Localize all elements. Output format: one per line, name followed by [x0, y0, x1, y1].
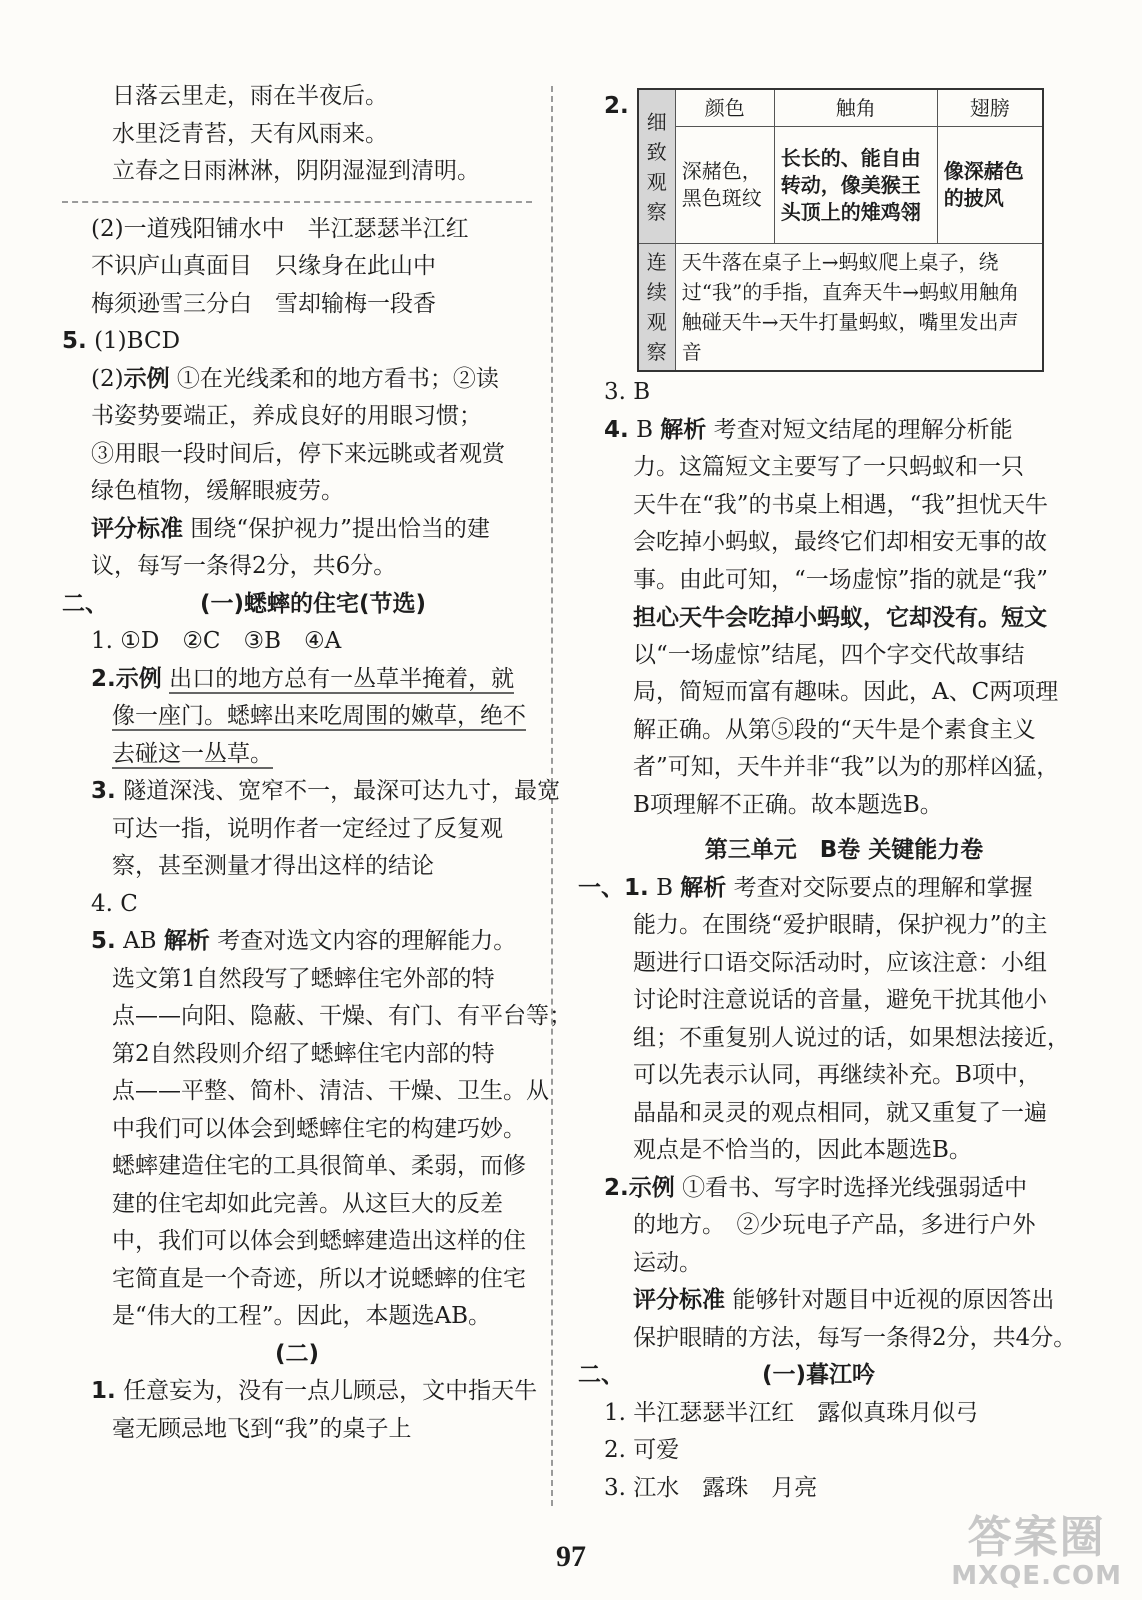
scoring-text: 围绕“保护视力”提出恰当的建 — [190, 515, 490, 542]
answer-line: 察，甚至测量才得出这样的结论 — [112, 853, 434, 879]
answer-line: 的地方。 ②少玩电子产品，多进行户外 — [633, 1212, 1036, 1238]
question-number: 2. — [91, 665, 116, 692]
answer-text: ①在光线柔和的地方看书；②读 — [176, 365, 499, 392]
question-number: 5. — [62, 328, 87, 354]
analysis-line: 是“伟大的工程”。因此，本题选AB。 — [112, 1303, 492, 1329]
question-number: 2. — [604, 93, 629, 119]
example-tag: 示例 — [628, 1174, 675, 1201]
analysis-line: 力。这篇短文主要写了一只蚂蚁和一只 — [633, 454, 1024, 480]
analysis-line: 点——平整、简朴、清洁、干燥、卫生。从 — [112, 1078, 549, 1104]
analysis-tag: 解析 — [163, 928, 210, 954]
scoring-text: 议，每写一条得2分，共6分。 — [91, 553, 397, 579]
page-number: 97 — [556, 1540, 586, 1573]
analysis-line: 点——向阳、隐蔽、干燥、有门、有平台等； — [112, 1003, 572, 1029]
analysis-line: 天牛在“我”的书桌上相遇，“我”担忧天牛 — [633, 491, 1049, 518]
question-number: 5. — [91, 928, 116, 954]
answer-text: ①看书、写字时选择光线强弱适中 — [682, 1174, 1028, 1201]
table-cell: 长长的、能自由转动，像美猴王头顶上的雉鸡翎 — [774, 127, 937, 244]
answer-line: 1. 半江瑟瑟半江红 露似真珠月似弓 — [604, 1399, 979, 1426]
analysis-tag: 解析 — [660, 416, 707, 443]
answer-line: 绿色植物，缓解眼疲劳。 — [91, 478, 344, 504]
table-row-header: 细致观察 — [638, 89, 676, 244]
question-number: 1. — [91, 1378, 116, 1404]
answer-line: 不识庐山真面目 只缘身在此山中 — [91, 253, 436, 279]
answer-line: 梅须逊雪三分白 雪却输梅一段香 — [91, 290, 436, 317]
answer-line: 1. ①D ②C ③B ④A — [91, 628, 342, 654]
right-column — [578, 88, 1084, 1507]
answer-line: 书姿势要端正，养成良好的用眼习惯； — [91, 403, 482, 429]
question-number: 一、1. — [578, 874, 649, 901]
analysis-line: 蟋蟀建造住宅的工具很简单、柔弱，而修 — [112, 1153, 526, 1179]
section-number: 二、 — [62, 590, 108, 617]
analysis-line: 宅简直是一个奇迹，所以才说蟋蟀的住宅 — [112, 1265, 526, 1292]
analysis-line: 局，简短而富有趣味。因此，A、C两项理 — [633, 679, 1059, 705]
left-column — [62, 78, 572, 1448]
analysis-line: 事。由此可知，“一场虚惊”指的就是“我” — [633, 566, 1049, 593]
question-number: 3. — [91, 778, 116, 804]
question-number: 2. — [604, 1174, 629, 1201]
analysis-line: 可以先表示认同，再继续补充。B项中， — [633, 1062, 1041, 1088]
observation-table — [637, 88, 1044, 372]
question-number: 4. — [604, 416, 629, 443]
section-number: 二、 — [578, 1362, 624, 1388]
answer-line: (2)一道残阳铺水中 半江瑟瑟半江红 — [91, 215, 469, 242]
scoring-tag: 评分标准 — [633, 1287, 725, 1313]
answer-line: 运动。 — [633, 1249, 702, 1276]
watermark-logo — [951, 1514, 1122, 1590]
part-title: (二) — [274, 1340, 320, 1367]
example-tag: 示例 — [123, 365, 170, 392]
analysis-line: 中我们可以体会到蟋蟀住宅的构建巧妙。 — [112, 1115, 526, 1142]
answer-line: 2. 可爱 — [604, 1437, 680, 1463]
section-title: (一)暮江吟 — [762, 1362, 876, 1388]
scoring-text: 能够针对题目中近视的原因答出 — [732, 1287, 1055, 1313]
analysis-line: 能力。在围绕“爱护眼睛，保护视力”的主 — [633, 912, 1048, 938]
answer-line: 可达一指，说明作者一定经过了反复观 — [112, 815, 503, 842]
analysis-tag: 解析 — [680, 874, 727, 901]
answer-prefix: (2) — [91, 365, 124, 392]
answer-text: (1)BCD — [94, 328, 181, 354]
answer-line: 4. C — [91, 890, 138, 917]
table-row-header: 连续观察 — [638, 244, 676, 372]
analysis-text: 考查对短文结尾的理解分析能 — [713, 416, 1013, 443]
analysis-text: 考查对交际要点的理解和掌握 — [733, 874, 1033, 901]
analysis-line: 以“一场虚惊”结尾，四个字交代故事结 — [633, 641, 1025, 668]
answer-text: AB — [123, 928, 157, 954]
analysis-line: 题进行口语交际活动时，应该注意：小组 — [633, 949, 1047, 976]
analysis-line: 担心天牛会吃掉小蚂蚁，它却没有。短文 — [633, 604, 1047, 631]
scoring-text: 保护眼睛的方法，每写一条得2分，共4分。 — [633, 1324, 1077, 1351]
analysis-line: B项理解不正确。故本题选B。 — [633, 791, 943, 818]
watermark-text: 答案圈 — [967, 1512, 1106, 1563]
analysis-line: 第2自然段则介绍了蟋蟀住宅内部的特 — [112, 1040, 495, 1067]
scoring-tag: 评分标准 — [91, 515, 183, 542]
table-header: 颜色 — [675, 89, 774, 127]
analysis-line: 晶晶和灵灵的观点相同，就又重复了一遍 — [633, 1099, 1047, 1126]
unit-title: 第三单元 B卷 关键能力卷 — [704, 837, 984, 863]
dashed-separator — [62, 201, 532, 203]
table-cell: 深赭色，黑色斑纹 — [675, 127, 774, 244]
underlined-answer: 去碰这一丛草。 — [112, 740, 273, 767]
underlined-answer: 出口的地方总有一丛草半掩着，就 — [169, 665, 515, 692]
table-header: 翅膀 — [937, 89, 1043, 127]
answer-line: ③用眼一段时间后，停下来远眺或者观赏 — [91, 440, 505, 467]
watermark-url: MXQE.COM — [951, 1561, 1122, 1591]
analysis-line: 会吃掉小蚂蚁，最终它们却相安无事的故 — [633, 529, 1047, 555]
analysis-text: 考查对选文内容的理解能力。 — [217, 928, 517, 954]
section-title: (一)蟋蟀的住宅(节选) — [200, 590, 427, 617]
analysis-line: 讨论时注意说话的音量，避免干扰其他小 — [633, 987, 1047, 1013]
table-cell: 像深赭色的披风 — [937, 127, 1043, 244]
answer-line: 毫无顾忌地飞到“我”的桌子上 — [112, 1415, 412, 1442]
analysis-line: 中，我们可以体会到蟋蟀建造出这样的住 — [112, 1228, 526, 1254]
answer-line: 3. 江水 露珠 月亮 — [604, 1474, 818, 1501]
poem-line: 水里泛青苔，天有风雨来。 — [112, 120, 388, 147]
answer-text: B — [636, 416, 653, 443]
analysis-line: 选文第1自然段写了蟋蟀住宅外部的特 — [112, 965, 495, 992]
example-tag: 示例 — [115, 665, 162, 692]
analysis-line: 者”可知，天牛并非“我”以为的那样凶猛， — [633, 754, 1060, 780]
answer-text: 任意妄为，没有一点儿顾忌，文中指天牛 — [123, 1378, 538, 1404]
table-cell: 天牛落在桌子上→蚂蚁爬上桌子，绕过“我”的手指，直奔天牛→蚂蚁用触角触碰天牛→天牛打量蚂蚁，嘴里发出声音 — [675, 244, 1043, 372]
table-header: 触角 — [774, 89, 937, 127]
analysis-line: 观点是不恰当的，因此本题选B。 — [633, 1137, 972, 1163]
answer-text: B — [656, 874, 673, 901]
analysis-line: 解正确。从第⑤段的“天牛是个素食主义 — [633, 716, 1036, 743]
answer-line: 3. B — [604, 379, 651, 405]
analysis-line: 建的住宅却如此完善。从这巨大的反差 — [112, 1190, 503, 1217]
poem-line: 日落云里走，雨在半夜后。 — [112, 83, 388, 109]
underlined-answer: 像一座门。蟋蟀出来吃周围的嫩草，绝不 — [112, 703, 526, 729]
poem-line: 立春之日雨淋淋，阴阴湿湿到清明。 — [112, 158, 480, 184]
answer-text: 隧道深浅、宽窄不一，最深可达九寸，最宽 — [123, 778, 561, 804]
analysis-line: 组；不重复别人说过的话，如果想法接近， — [633, 1024, 1070, 1051]
